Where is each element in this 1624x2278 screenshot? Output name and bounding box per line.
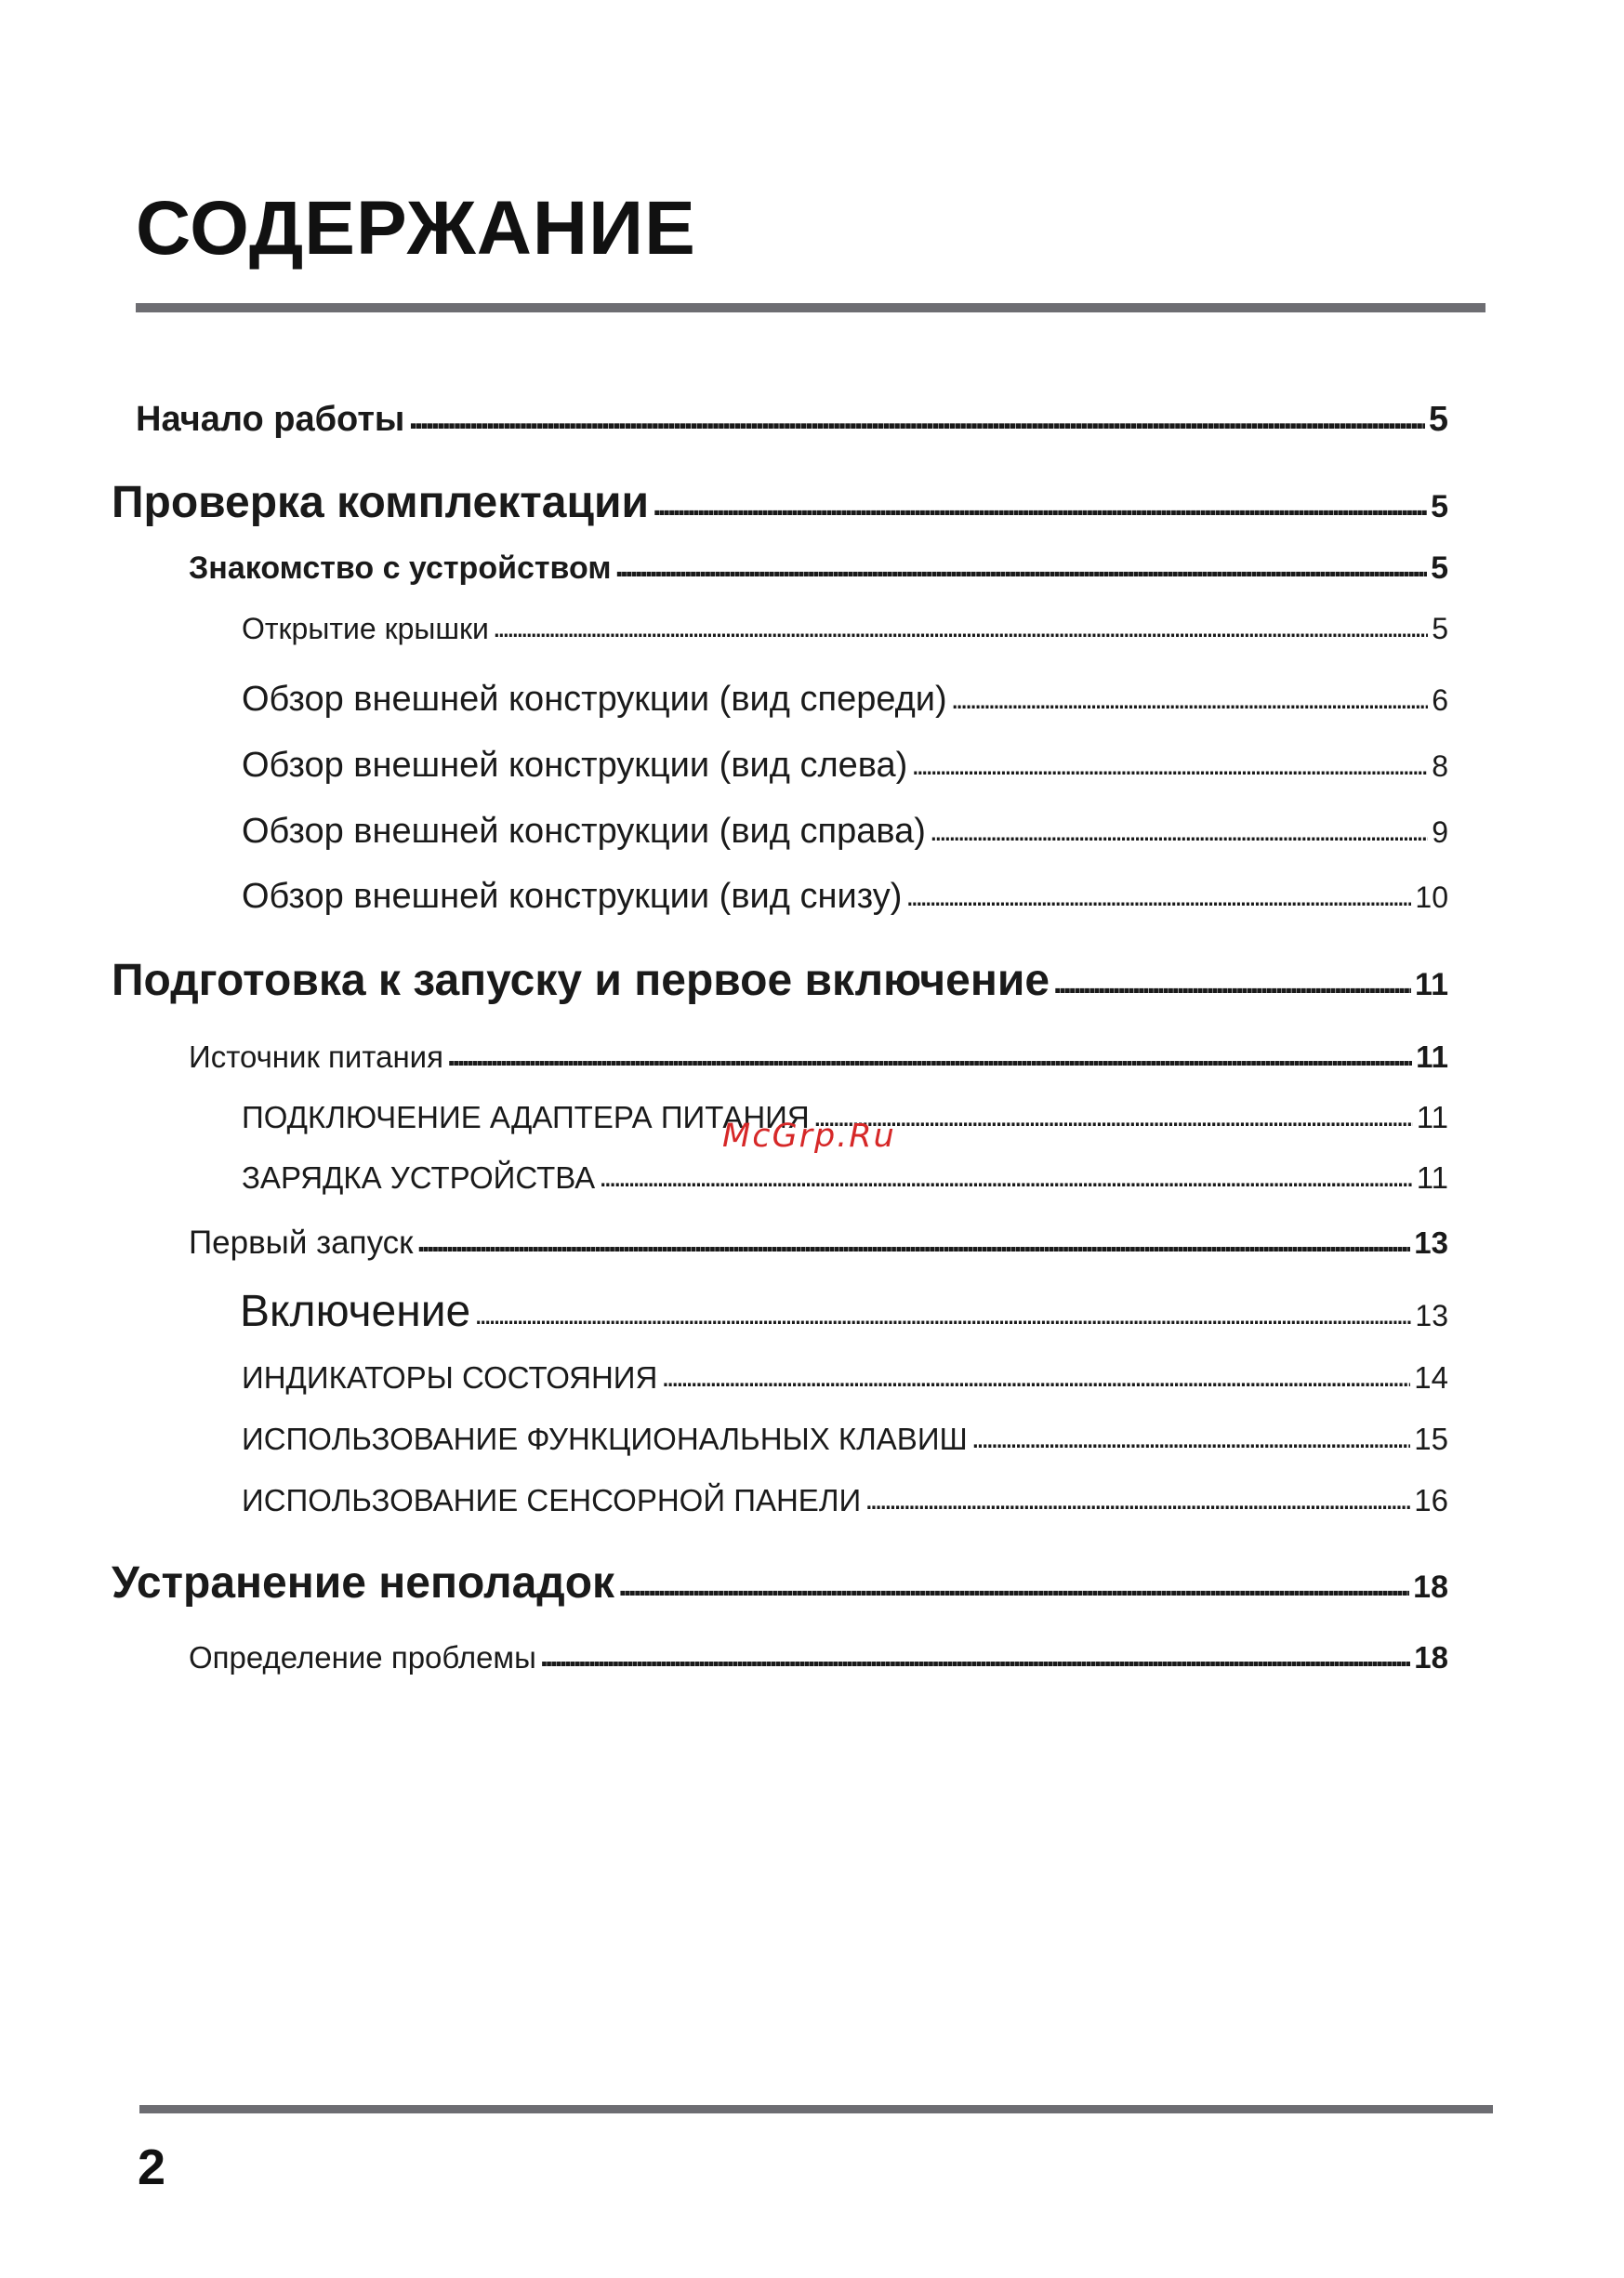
toc-entry-bottom-view[interactable] bbox=[242, 877, 1448, 917]
page-number: 2 bbox=[138, 2139, 166, 2195]
toc-entry-getting-started[interactable] bbox=[136, 400, 1448, 440]
toc-dot-leader bbox=[540, 1638, 1410, 1674]
toc-page-number: 5 bbox=[1432, 612, 1448, 645]
toc-page-number: 6 bbox=[1432, 683, 1448, 717]
toc-dot-leader bbox=[813, 1098, 1413, 1133]
toc-entry-label: Открытие крышки bbox=[242, 612, 489, 645]
toc-entry-open-lid[interactable] bbox=[242, 612, 1448, 646]
toc-entry-label: ИНДИКАТОРЫ СОСТОЯНИЯ bbox=[242, 1360, 658, 1395]
toc-entry-problem-definition[interactable] bbox=[189, 1640, 1448, 1675]
toc-page-number: 15 bbox=[1414, 1422, 1448, 1456]
toc-entry-label: Источник питания bbox=[189, 1040, 443, 1074]
toc-dot-leader bbox=[930, 814, 1428, 848]
toc-dot-leader bbox=[661, 1358, 1410, 1394]
toc-dot-leader bbox=[865, 1481, 1410, 1516]
footer-divider bbox=[139, 2105, 1493, 2113]
toc-page-number: 5 bbox=[1431, 489, 1448, 524]
toc-entry-label: Начало работы bbox=[136, 400, 405, 439]
toc-entry-label: Проверка комплектации bbox=[112, 478, 649, 527]
toc-dot-leader bbox=[447, 1038, 1412, 1073]
toc-entry-label: Определение проблемы bbox=[189, 1640, 536, 1675]
toc-page-number: 18 bbox=[1413, 1569, 1448, 1605]
toc-entry-charging[interactable] bbox=[242, 1160, 1448, 1196]
toc-page-number: 11 bbox=[1416, 1100, 1448, 1134]
toc-entry-label: Подготовка к запуску и первое включение bbox=[112, 956, 1050, 1005]
toc-page-number: 5 bbox=[1431, 550, 1448, 586]
toc-dot-leader bbox=[911, 748, 1428, 782]
page-title: СОДЕРЖАНИЕ bbox=[136, 186, 696, 271]
toc-dot-leader bbox=[474, 1297, 1411, 1331]
toc-entry-device-intro[interactable] bbox=[189, 550, 1448, 587]
toc-page-number: 10 bbox=[1415, 881, 1448, 914]
toc-page-number: 9 bbox=[1432, 815, 1448, 849]
toc-entry-label: Обзор внешней конструкции (вид спереди) bbox=[242, 680, 947, 719]
toc-dot-leader bbox=[417, 1224, 1411, 1259]
watermark-text: McGrp.Ru bbox=[722, 1118, 896, 1155]
toc-dot-leader bbox=[971, 1420, 1410, 1455]
toc-entry-label: ИСПОЛЬЗОВАНИЕ ФУНКЦИОНАЛЬНЫХ КЛАВИШ bbox=[242, 1422, 968, 1456]
toc-entry-label: Знакомство с устройством bbox=[189, 550, 612, 586]
toc-entry-troubleshooting[interactable] bbox=[112, 1557, 1448, 1609]
toc-entry-function-keys[interactable] bbox=[242, 1422, 1448, 1457]
toc-entry-label: Первый запуск bbox=[189, 1225, 414, 1261]
toc-dot-leader bbox=[618, 1568, 1409, 1604]
toc-page-number: 16 bbox=[1414, 1483, 1448, 1517]
toc-page-number: 11 bbox=[1415, 967, 1448, 1002]
toc-entry-label: Обзор внешней конструкции (вид слева) bbox=[242, 746, 908, 785]
toc-dot-leader bbox=[599, 1159, 1413, 1194]
toc-dot-leader bbox=[1053, 965, 1411, 1001]
toc-dot-leader bbox=[614, 549, 1427, 585]
toc-entry-preparation[interactable] bbox=[112, 955, 1448, 1006]
toc-page-number: 13 bbox=[1414, 1225, 1448, 1260]
toc-dot-leader bbox=[951, 682, 1429, 716]
toc-entry-right-view[interactable] bbox=[242, 812, 1448, 852]
toc-page-number: 14 bbox=[1414, 1360, 1448, 1395]
toc-entry-power-on[interactable] bbox=[240, 1286, 1448, 1337]
toc-dot-leader bbox=[493, 610, 1428, 644]
toc-page-number: 8 bbox=[1432, 749, 1448, 783]
toc-page-number: 13 bbox=[1415, 1299, 1448, 1332]
toc-entry-label: ПОДКЛЮЧЕНИЕ АДАПТЕРА ПИТАНИЯ bbox=[242, 1100, 810, 1134]
toc-entry-label: Включение bbox=[240, 1287, 471, 1336]
toc-dot-leader bbox=[653, 487, 1427, 523]
toc-entry-label: ЗАРЯДКА УСТРОЙСТВА bbox=[242, 1160, 596, 1195]
toc-entry-power-source[interactable] bbox=[189, 1040, 1448, 1075]
toc-dot-leader bbox=[905, 879, 1411, 913]
toc-page-number: 5 bbox=[1428, 400, 1448, 439]
toc-page-number: 11 bbox=[1416, 1160, 1448, 1195]
toc-entry-label: Устранение неполадок bbox=[112, 1558, 615, 1608]
toc-entry-label: ИСПОЛЬЗОВАНИЕ СЕНСОРНОЙ ПАНЕЛИ bbox=[242, 1483, 862, 1517]
toc-entry-package-check[interactable] bbox=[112, 477, 1448, 528]
toc-entry-front-view[interactable] bbox=[242, 680, 1448, 720]
toc-page-number: 18 bbox=[1414, 1640, 1448, 1675]
toc-entry-label: Обзор внешней конструкции (вид справа) bbox=[242, 812, 926, 851]
toc-entry-first-launch[interactable] bbox=[189, 1225, 1448, 1262]
toc-page-number: 11 bbox=[1416, 1040, 1448, 1074]
toc-entry-status-indicators[interactable] bbox=[242, 1360, 1448, 1396]
toc-entry-touchpad[interactable] bbox=[242, 1483, 1448, 1518]
toc-entry-label: Обзор внешней конструкции (вид снизу) bbox=[242, 877, 903, 916]
toc-dot-leader bbox=[408, 398, 1424, 438]
toc-entry-left-view[interactable] bbox=[242, 746, 1448, 786]
